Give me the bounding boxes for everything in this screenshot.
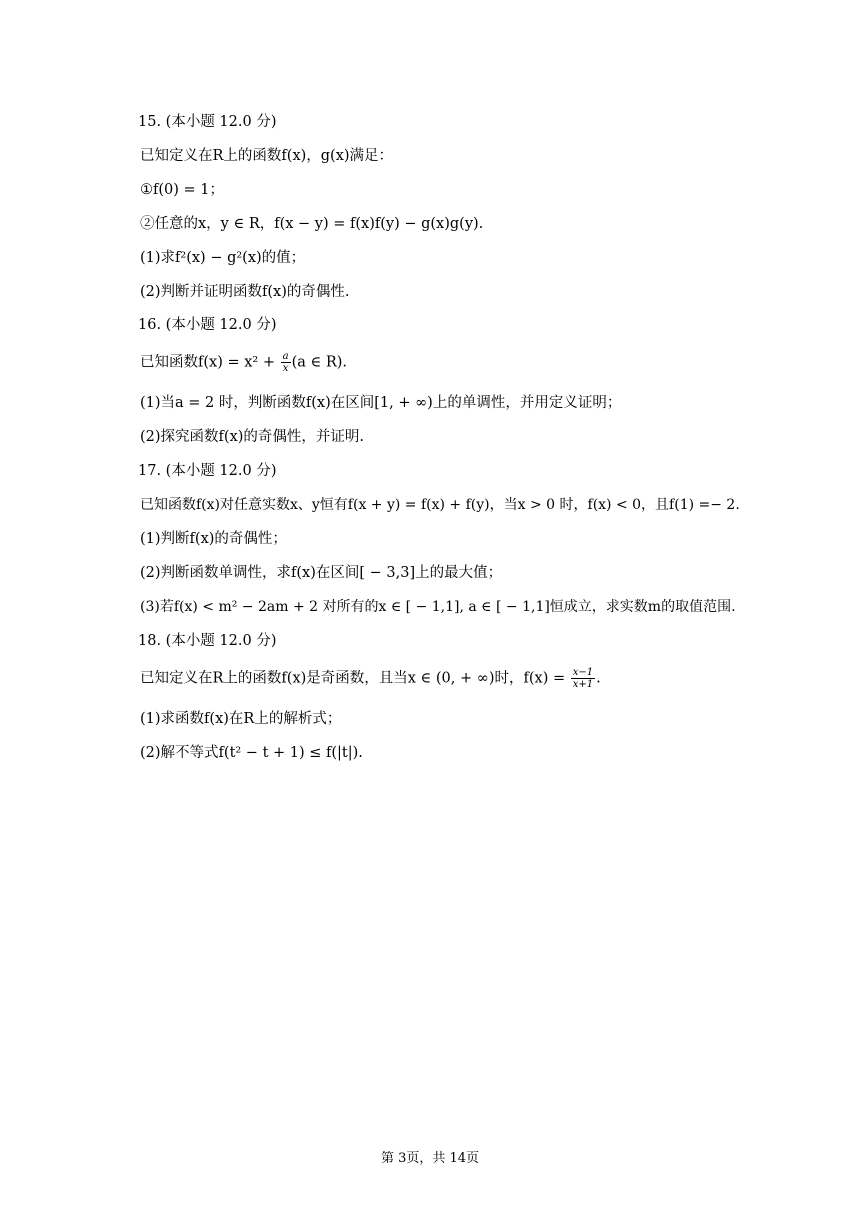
- question-15-condition-1: ①f(0) = 1；: [140, 182, 224, 198]
- question-17-stem: 已知函数f(x)对任意实数x、y恒有f(x + y) = f(x) + f(y)，当x > 0 时，f(x) < 0，且f(1) =− 2.: [140, 497, 740, 513]
- question-16-part-2: (2)探究函数f(x)的奇偶性，并证明.: [140, 429, 365, 445]
- fraction-numerator: a: [282, 351, 289, 362]
- fraction-x-minus-1-over-x-plus-1: [571, 667, 595, 690]
- question-16-part-1: (1)当a = 2 时，判断函数f(x)在区间[1, + ∞)上的单调性，并用定义证明；: [140, 395, 622, 411]
- question-16-stem-pre: 已知函数f(x) = x² +: [140, 354, 280, 371]
- question-15-condition-2: ②任意的x，y ∈ R，f(x − y) = f(x)f(y) − g(x)g(y).: [140, 216, 484, 232]
- fraction-numerator: x−1: [572, 667, 594, 678]
- question-18-stem: [140, 667, 601, 690]
- question-15-stem: 已知定义在R上的函数f(x)，g(x)满足：: [140, 148, 394, 164]
- question-15-part-1: (1)求f²(x) − g²(x)的值；: [140, 250, 306, 266]
- question-16-stem: [140, 351, 347, 374]
- question-16-stem-post: (a ∈ R).: [291, 354, 347, 371]
- fraction-denominator: x+1: [572, 679, 594, 690]
- page-footer: 第 3页，共 14页: [380, 1151, 480, 1166]
- question-16-header: 16. (本小题 12.0 分): [138, 317, 277, 333]
- question-17-part-3: (3)若f(x) < m² − 2am + 2 对所有的x ∈ [ − 1,1], a ∈ [ − 1,1]恒成立，求实数m的取值范围.: [140, 599, 736, 615]
- question-15-part-2: (2)判断并证明函数f(x)的奇偶性.: [140, 284, 350, 300]
- question-18-part-1: (1)求函数f(x)在R上的解析式；: [140, 711, 342, 727]
- question-17-part-2: (2)判断函数单调性，求f(x)在区间[ − 3,3]上的最大值；: [140, 565, 503, 581]
- fraction-denominator: x: [282, 363, 289, 374]
- question-18-part-2: (2)解不等式f(t² − t + 1) ≤ f(|t|).: [140, 745, 363, 761]
- question-18-stem-post: .: [596, 670, 601, 687]
- fraction-a-over-x: [281, 351, 291, 374]
- question-18-header: 18. (本小题 12.0 分): [138, 633, 277, 649]
- question-18-stem-pre: 已知定义在R上的函数f(x)是奇函数，且当x ∈ (0, + ∞)时，f(x) =: [140, 670, 570, 687]
- question-17-header: 17. (本小题 12.0 分): [138, 463, 277, 479]
- question-15-header: 15. (本小题 12.0 分): [138, 114, 277, 130]
- question-17-part-1: (1)判断f(x)的奇偶性；: [140, 531, 287, 547]
